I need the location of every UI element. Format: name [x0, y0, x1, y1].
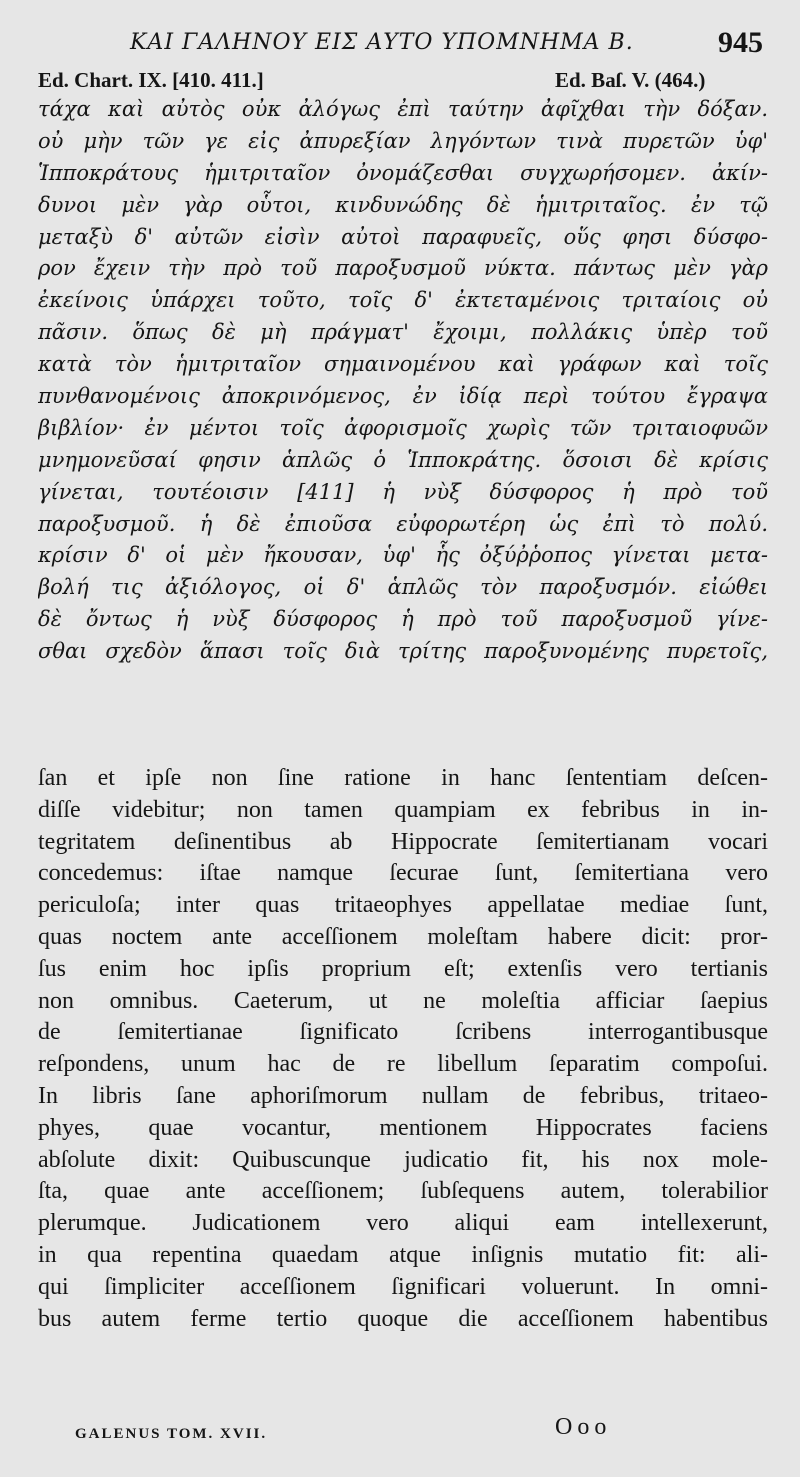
latin-line: In libris ſane aphoriſmorum nullam de febribus, tritaeo-: [38, 1082, 768, 1109]
greek-line: ρον ἔχειν τὴν πρὸ τοῦ παροξυσμοῦ νύκτα. πάντως μὲν γὰρ: [38, 256, 768, 281]
latin-line: non omnibus. Caeterum, ut ne moleſtia afficiar ſaepius: [38, 987, 768, 1014]
latin-line: plerumque. Judicationem vero aliqui eam intellexerunt,: [38, 1210, 768, 1237]
latin-line: bus autem ferme tertio quoque die acceſſionem habentibus: [38, 1305, 768, 1332]
greek-line: πυνθανομένοις ἀποκρινόμενος, ἐν ἰδίᾳ περὶ τούτου ἔγραψα: [38, 384, 768, 409]
latin-line: periculoſa; inter quas tritaeophyes appellatae mediae ſunt,: [38, 892, 768, 919]
latin-line: reſpondens, unum hac de re libellum ſeparatim compoſui.: [38, 1051, 768, 1078]
latin-text-block: [38, 763, 768, 1335]
greek-line: μνημονεῦσαί φησιν ἁπλῶς ὁ Ἱπποκράτης. ὅσοισι δὲ κρίσις: [38, 447, 768, 472]
greek-line: τάχα καὶ αὐτὸς οὐκ ἀλόγως ἐπὶ ταύτην ἀφῖχθαι τὴν δόξαν.: [38, 97, 768, 121]
latin-line: ſus enim hoc ipſis proprium eſt; extenſis vero tertianis: [38, 955, 768, 982]
greek-line: παροξυσμοῦ. ἡ δὲ ἐπιοῦσα εὐφορωτέρη ὡς ἐπὶ τὸ πολύ.: [38, 511, 768, 536]
greek-line: δὲ ὄντως ἡ νὺξ δύσφορος ἡ πρὸ τοῦ παροξυσμοῦ γίνε-: [38, 607, 768, 632]
greek-line: βιβλίον· ἐν μέντοι τοῖς ἀφορισμοῖς χωρὶς τῶν τριταιοφυῶν: [38, 415, 768, 440]
greek-line: μεταξὺ δ' αὐτῶν εἰσὶν αὐτοὶ παραφυεῖς, οὕς φησι δύσφο-: [38, 224, 768, 249]
greek-line: βολή τις ἀξιόλογος, οἱ δ' ἁπλῶς τὸν παροξυσμόν. εἰώθει: [38, 575, 768, 600]
greek-line: γίνεται, τουτέοισιν [411] ἡ νὺξ δύσφορος ἡ πρὸ τοῦ: [38, 479, 768, 504]
latin-line: ſta, quae ante acceſſionem; ſubſequens autem, tolerabilior: [38, 1178, 768, 1205]
edition-reference-chartier: Ed. Chart. IX. [410. 411.]: [38, 68, 264, 92]
latin-line: de ſemitertianae ſignificato ſcribens interrogantibusque: [38, 1019, 768, 1046]
latin-line: ſan et ipſe non ſine ratione in hanc ſententiam deſcen-: [38, 765, 768, 791]
gathering-signature: Ooo: [555, 1414, 612, 1440]
latin-line: diſſe videbitur; non tamen quampiam ex febribus in in-: [38, 796, 768, 823]
printer-signature-mark: GALENUS TOM. XVII.: [75, 1426, 268, 1442]
page-number: 945: [718, 26, 763, 59]
greek-line: οὐ μὴν τῶν γε εἰς ἀπυρεξίαν ληγόντων τινὰ πυρετῶν ὑφ': [38, 128, 768, 153]
greek-text-block: [38, 94, 768, 668]
greek-line: δυνοι μὲν γὰρ οὗτοι, κινδυνώδης δὲ ἡμιτριταῖος. ἐν τῷ: [38, 192, 768, 217]
latin-line: in qua repentina quaedam atque inſignis mutatio fit: ali-: [38, 1241, 768, 1268]
greek-line: πᾶσιν. ὅπως δὲ μὴ πράγματ' ἔχοιμι, πολλάκις ὑπὲρ τοῦ: [38, 320, 768, 345]
greek-line: σθαι σχεδὸν ἅπασι τοῖς διὰ τρίτης παροξυνομένης πυρετοῖς,: [38, 639, 768, 664]
greek-line: Ἱπποκράτους ἡμιτριταῖον ὀνομάζεσθαι συγχωρήσομεν. ἀκίν-: [38, 160, 768, 185]
latin-line: tegritatem deſinentibus ab Hippocrate ſemitertianam vocari: [38, 828, 768, 855]
latin-line: abſolute dixit: Quibuscunque judicatio fit, his nox mole-: [38, 1146, 768, 1173]
greek-line: κατὰ τὸν ἡμιτριταῖον σημαινομένου καὶ γράφων καὶ τοῖς: [38, 352, 768, 377]
greek-line: ἐκείνοις ὑπάρχει τοῦτο, τοῖς δ' ἐκτεταμένοις τριταίοις οὐ: [38, 288, 768, 313]
latin-line: qui ſimpliciter acceſſionem ſignificari voluerunt. In omni-: [38, 1273, 768, 1300]
running-head: ΚΑΙ ΓΑΛΗΝΟΥ ΕΙΣ ΑΥΤΟ ΥΠΟΜΝΗΜΑ Β.: [130, 30, 634, 55]
edition-reference-basel: Ed. Baſ. V. (464.): [555, 68, 706, 92]
latin-line: quas noctem ante acceſſionem moleſtam habere dicit: pror-: [38, 923, 768, 950]
latin-line: phyes, quae vocantur, mentionem Hippocrates faciens: [38, 1114, 768, 1141]
greek-line: κρίσιν δ' οἱ μὲν ἤκουσαν, ὑφ' ἧς ὀξύῤῥοπος γίνεται μετα-: [38, 543, 768, 568]
latin-line: concedemus: iſtae namque ſecurae ſunt, ſemitertiana vero: [38, 860, 768, 887]
